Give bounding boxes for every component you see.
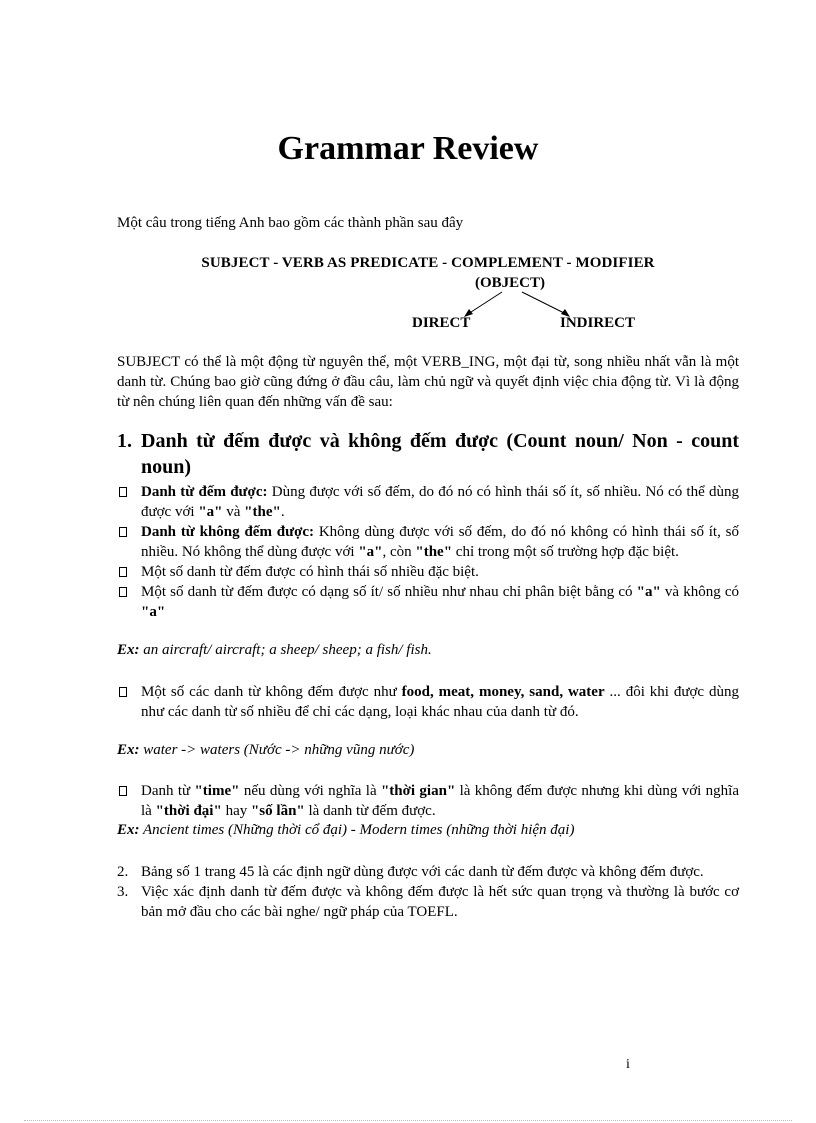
bullet-quote: "a" — [141, 604, 166, 620]
bullet-text: chỉ trong một số trường hợp đặc biệt. — [452, 544, 679, 560]
bullet-list-3 — [117, 781, 739, 821]
formula-direct: DIRECT — [412, 315, 471, 331]
page-number: i — [626, 1057, 630, 1072]
bullet-quote: "the" — [244, 504, 281, 520]
bullet-text: hay — [221, 803, 251, 819]
section-1-heading — [117, 428, 739, 480]
example-text: water -> waters (Nước -> những vũng nước) — [139, 742, 415, 758]
numbered-item-3 — [117, 882, 739, 922]
example-text: an aircraft/ aircraft; a sheep/ sheep; a fish/ fish. — [139, 642, 432, 658]
bullet-text: Danh từ — [141, 783, 195, 799]
section-1-title: Danh từ đếm được và không đếm được (Count noun/ Non - count noun) — [141, 430, 739, 478]
item-number: 2. — [117, 864, 129, 880]
bullet-box-icon — [119, 687, 127, 697]
bullet-quote: "thời gian" — [380, 783, 456, 799]
bullet-special-plural — [117, 562, 739, 582]
bullet-words: food, meat, money, sand, water — [401, 684, 605, 700]
bullet-text: và — [222, 504, 245, 520]
page-bottom-divider — [24, 1120, 792, 1121]
bullet-quote: "a" — [198, 504, 223, 520]
bullet-term: Danh từ đếm được: — [141, 484, 268, 500]
example-1 — [117, 642, 432, 659]
sentence-formula: SUBJECT - VERB AS PREDICATE - COMPLEMENT - MODIFIER — [201, 255, 655, 271]
page-title: Grammar Review — [277, 130, 539, 167]
intro-text: Một câu trong tiếng Anh bao gồm các thành phần sau đây — [117, 215, 464, 231]
bullet-text: nếu dùng với nghĩa là — [239, 783, 381, 799]
bullet-quote: "time" — [194, 783, 240, 799]
example-2 — [117, 742, 414, 759]
example-label: Ex: — [117, 822, 140, 838]
bullet-text: , còn — [382, 544, 416, 560]
bullet-text: . — [280, 504, 285, 520]
bullet-box-icon — [119, 527, 127, 537]
bullet-quote: "the" — [415, 544, 453, 560]
item-text: Việc xác định danh từ đếm được và không đếm được là hết sức quan trọng và thường là bước cơ bản mở đầu cho các bài nghe/ ngữ pháp của TOEFL. — [141, 884, 739, 920]
bullet-text: và không có — [660, 584, 739, 600]
formula-object: (OBJECT) — [475, 275, 546, 291]
item-text: Bảng số 1 trang 45 là các định ngữ dùng được với các danh từ đếm được và không đếm được. — [141, 864, 704, 880]
bullet-list-2 — [117, 682, 739, 722]
bullet-text: Một số danh từ đếm được có dạng số ít/ số nhiều như nhau chỉ phân biệt bằng có — [141, 584, 637, 600]
bullet-box-icon — [119, 587, 127, 597]
example-3 — [117, 822, 574, 839]
bullet-list-1 — [117, 482, 739, 622]
bullet-text: là không đếm được nhưng khi dùng với nghĩa là — [141, 783, 739, 819]
bullet-text: Một số các danh từ không đếm được như — [141, 684, 402, 700]
bullet-text: là danh từ đếm được. — [304, 803, 436, 819]
bullet-text: Không dùng được với số đếm, do đó nó không có hình thái số ít, số nhiều. Nó không thể dùng được với — [141, 524, 739, 560]
bullet-quote: "thời đại" — [155, 803, 222, 819]
bullet-box-icon — [119, 487, 127, 497]
bullet-box-icon — [119, 567, 127, 577]
example-text: Ancient times (Những thời cổ đại) - Modern times (những thời hiện đại) — [139, 822, 575, 838]
numbered-item-2 — [117, 862, 739, 882]
bullet-text: ... đôi khi được dùng như các danh từ số nhiều để chỉ các dạng, loại khác nhau của danh từ đó. — [141, 684, 739, 720]
bullet-text: Dùng được với số đếm, do đó nó có hình thái số ít, số nhiều. Nó có thể dùng được với — [141, 484, 739, 520]
bullet-uncountable-plural — [117, 682, 739, 722]
bullet-text: Một số danh từ đếm được có hình thái số nhiều đặc biệt. — [141, 564, 479, 580]
example-label: Ex: — [117, 742, 140, 758]
bullet-quote: "số lần" — [250, 803, 305, 819]
subject-paragraph: SUBJECT có thể là một động từ nguyên thể, một VERB_ING, một đại từ, song nhiều nhất vẫn là một danh từ. Chúng bao giờ cũng đứng ở đầu câu, làm chủ ngữ và quyết định việc chia động từ. Vì là động từ nên chúng liên quan đến những vấn đề sau: — [117, 354, 739, 410]
bullet-quote: "a" — [358, 544, 383, 560]
example-label: Ex: — [117, 642, 140, 658]
bullet-term: Danh từ không đếm được: — [141, 524, 315, 540]
bullet-box-icon — [119, 786, 127, 796]
item-number: 3. — [117, 884, 129, 900]
formula-indirect: INDIRECT — [560, 315, 636, 331]
bullet-count-noun — [117, 482, 739, 522]
section-1-number: 1. — [117, 430, 132, 452]
bullet-non-count-noun — [117, 522, 739, 562]
bullet-quote: "a" — [636, 584, 661, 600]
numbered-list — [117, 862, 739, 922]
bullet-time — [117, 781, 739, 821]
bullet-same-form — [117, 582, 739, 622]
